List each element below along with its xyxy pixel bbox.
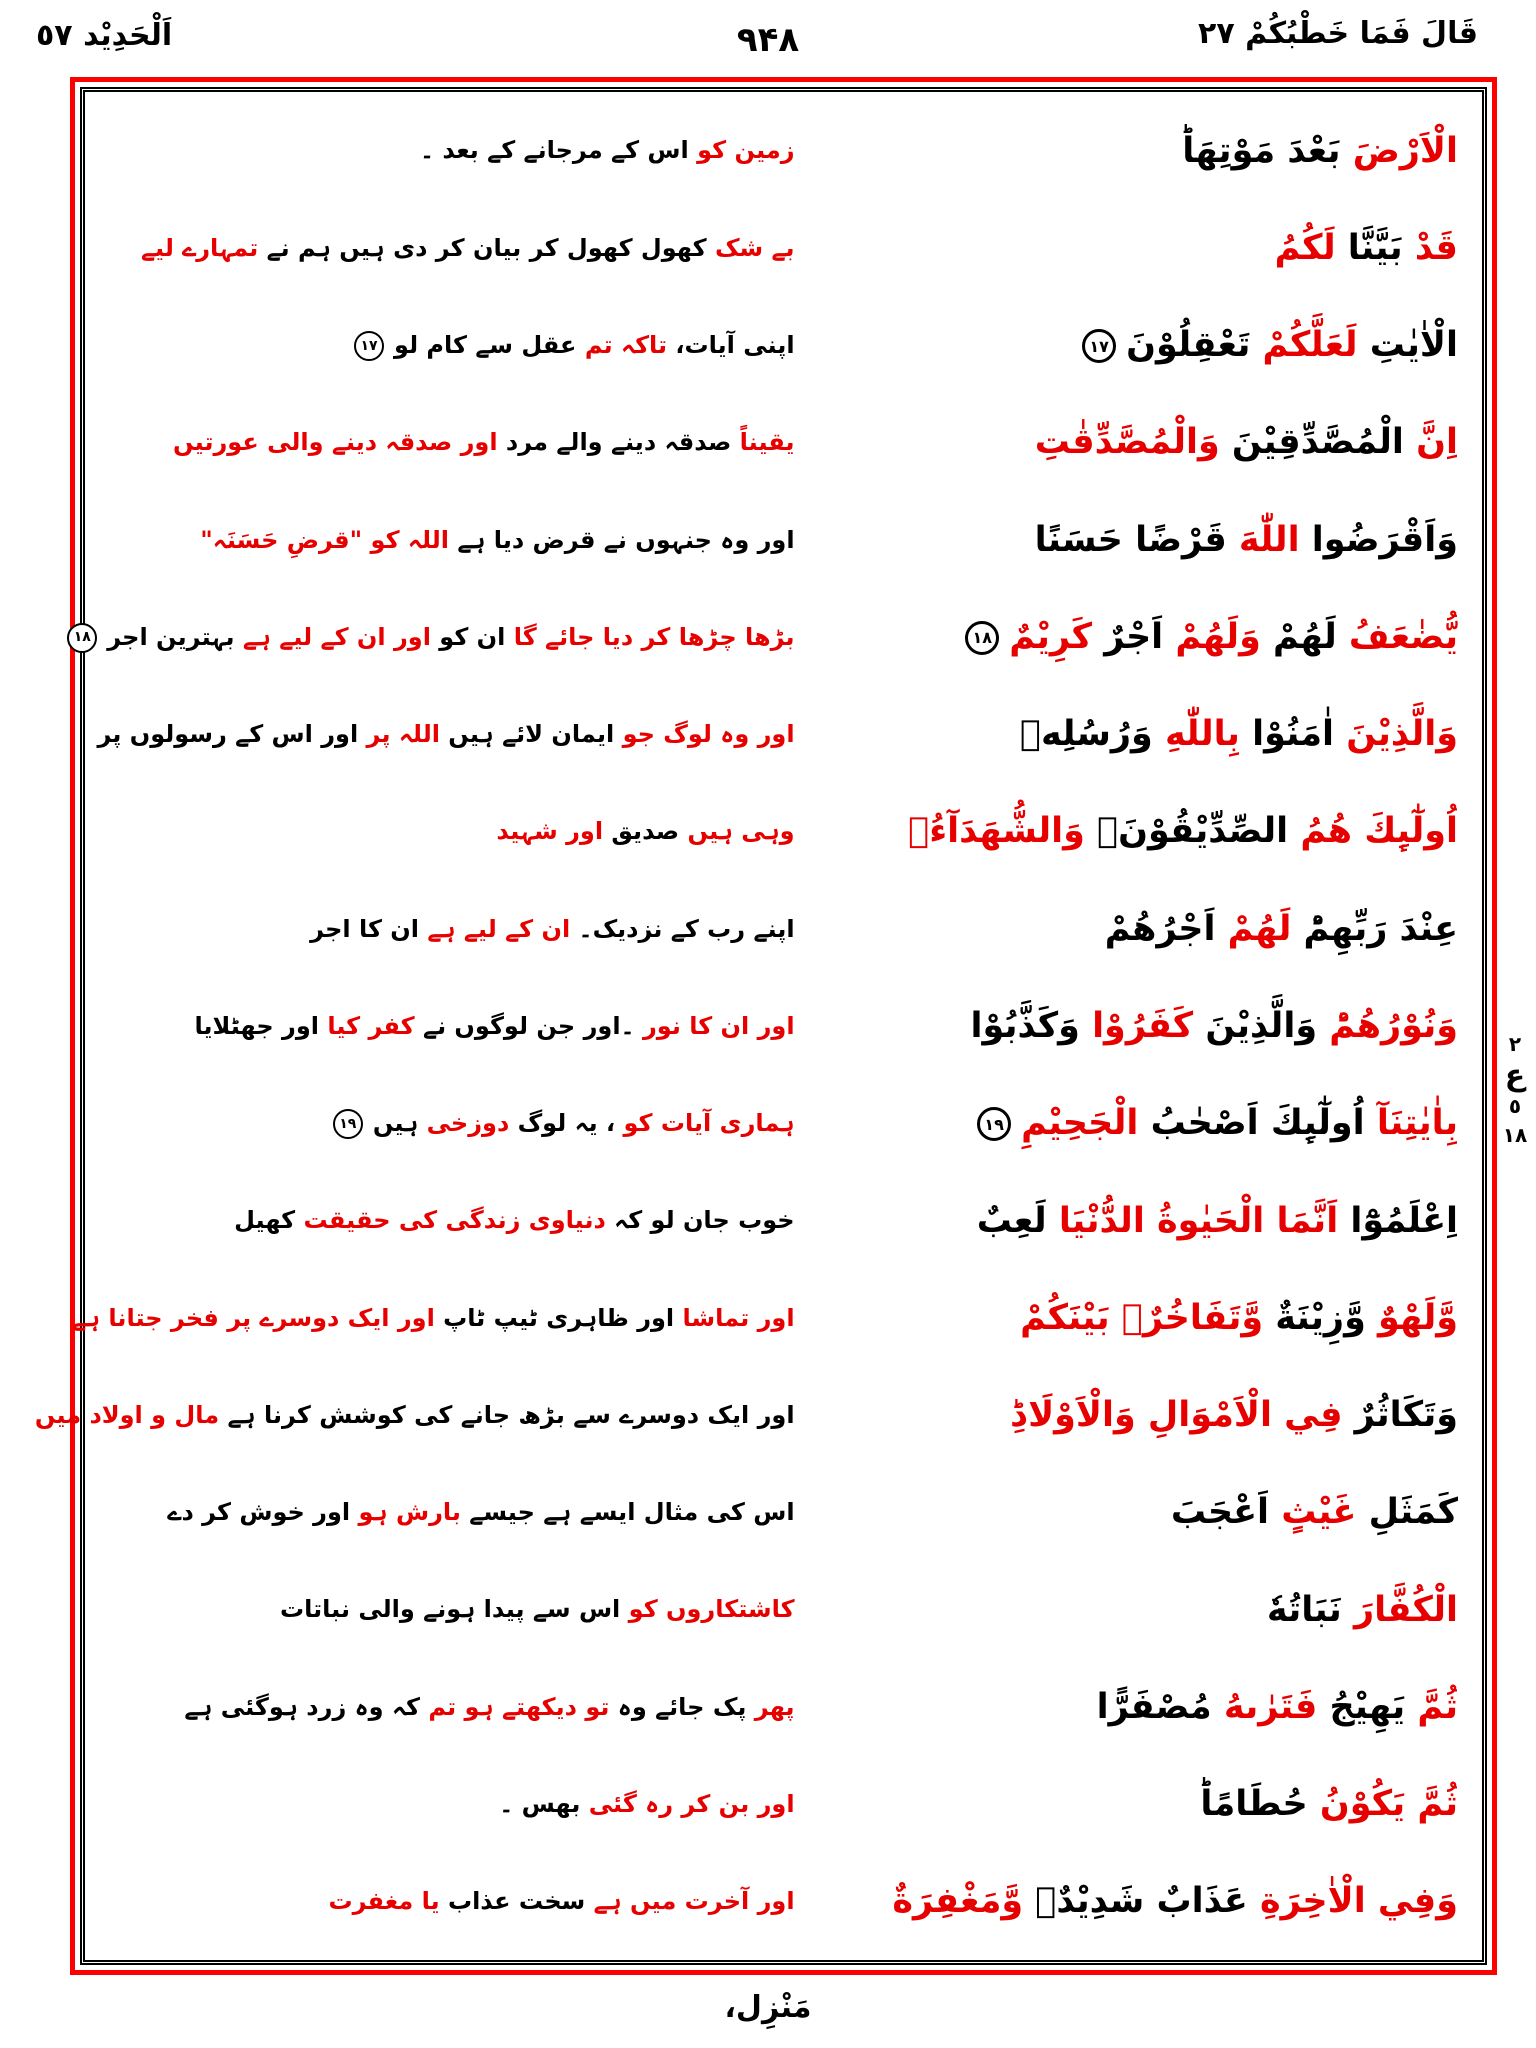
text-segment: ہیں — [372, 1109, 427, 1138]
text-segment: اور وہ لوگ جو — [622, 720, 795, 749]
text-segment: اُولٰٓىِٕكَ هُمُ — [1300, 811, 1458, 852]
verse-row — [99, 102, 1468, 199]
arabic-verse-line — [825, 324, 1468, 366]
text-segment: الْكُفَّارَ — [1354, 1589, 1458, 1630]
text-segment: کھول کھول کر بیان کر دی ہیں ہم نے — [266, 233, 715, 262]
verse-row — [99, 977, 1468, 1074]
text-segment: کہ وہ زرد ہوگئی ہے — [184, 1692, 429, 1721]
text-segment: وَلَهُمْ — [1175, 616, 1274, 657]
text-segment: کفر کیا — [327, 1011, 423, 1040]
text-segment: فَتَرٰىهُ — [1223, 1686, 1330, 1727]
arabic-verse-line — [825, 519, 1468, 561]
text-segment: ایمان لائے ہیں — [448, 720, 623, 749]
verse-row — [99, 1658, 1468, 1755]
text-segment: اور اس کے رسولوں پر — [97, 720, 367, 749]
text-segment: "قرضِ حَسَنَہ" — [200, 525, 371, 554]
text-segment: اور صدقہ دینے والی عورتیں — [173, 428, 506, 457]
ayah-number-badge: ١٨ — [67, 623, 97, 653]
text-segment: وَاَقْرَضُوا — [1311, 519, 1458, 560]
text-segment: اَنَّمَا الْحَيٰوةُ الدُّنْيَا — [1058, 1200, 1351, 1241]
text-segment: يَهِيْجُ — [1329, 1686, 1418, 1727]
text-segment: لَهُمْ — [1273, 616, 1349, 657]
text-segment: اس سے پیدا ہونے والی نباتات — [280, 1595, 629, 1624]
urdu-translation-line — [99, 1107, 825, 1139]
text-segment: ۔اور جن لوگوں نے — [423, 1011, 643, 1040]
urdu-translation-line — [99, 426, 825, 458]
text-segment: زمین کو — [697, 136, 795, 165]
text-segment: اللہ پر — [366, 720, 449, 749]
text-segment: اپنے رب کے نزدیک۔ — [578, 914, 795, 943]
text-segment: اُولٰٓىِٕكَ اَصْحٰبُ — [1150, 1103, 1377, 1144]
urdu-translation-line — [99, 1496, 825, 1528]
text-segment: لَعَلَّكُمْ — [1262, 325, 1370, 366]
verse-row — [99, 1853, 1468, 1950]
arabic-verse-line — [825, 908, 1468, 950]
text-segment: تو دیکھتے ہو تم — [428, 1692, 618, 1721]
arabic-verse-line — [825, 1102, 1468, 1144]
arabic-verse-line — [825, 1783, 1468, 1825]
text-segment: اس کے مرجانے کے بعد ۔ — [419, 136, 698, 165]
text-segment: وہی ہیں — [687, 817, 795, 846]
verse-row — [34, 1366, 1468, 1463]
text-segment: بَعْدَ مَوْتِهَاؕ — [1182, 130, 1353, 171]
text-segment: حُطَامًاؕ — [1200, 1784, 1320, 1825]
text-segment: وَّتَفَاخُرٌۢ بَيْنَكُمْ — [1020, 1297, 1276, 1338]
text-segment: وَّزِيْنَةٌ — [1275, 1297, 1379, 1338]
text-segment: اور خوش کر دے — [167, 1498, 359, 1527]
text-segment: سخت عذاب — [447, 1887, 594, 1916]
text-segment: ان کے لیے ہے — [427, 914, 579, 943]
manzil-catchword: مَنْزِل، — [724, 1990, 812, 2025]
text-segment: لَعِبٌ — [976, 1200, 1059, 1241]
text-segment: الْاٰيٰتِ — [1369, 325, 1458, 366]
text-segment: الْجَحِيْمِ — [1021, 1103, 1151, 1144]
black-border-frame — [34, 87, 1487, 1965]
arabic-verse-line — [825, 130, 1468, 172]
arabic-verse-line — [825, 1880, 1468, 1922]
text-segment: اَعْجَبَ — [1170, 1492, 1282, 1533]
text-segment: وَالْمُصَّدِّقٰتِ — [1034, 422, 1232, 463]
text-segment: يُّضٰعَفُ — [1348, 616, 1458, 657]
urdu-translation-line — [99, 1593, 825, 1625]
verse-row — [99, 199, 1468, 296]
verse-row — [99, 1756, 1468, 1853]
arabic-verse-line — [825, 421, 1468, 463]
urdu-translation-line — [34, 1399, 825, 1431]
arabic-verse-line — [825, 1491, 1468, 1533]
text-segment: دوزخی — [426, 1109, 518, 1138]
text-segment: ان کو — [439, 622, 514, 651]
text-segment: مال و اولاد میں — [34, 1400, 228, 1429]
verse-row — [73, 588, 1468, 685]
text-segment: كَرِيْمٌ — [1009, 616, 1105, 657]
ayah-number-badge: ١٩ — [333, 1109, 363, 1139]
text-segment: اور ان کے لیے ہے — [242, 622, 440, 651]
urdu-translation-line — [99, 913, 825, 945]
text-segment: تَعْقِلُوْنَ — [1126, 325, 1263, 366]
text-segment: فِي الْاَمْوَالِ وَالْاَوْلَادِؕ — [1010, 1395, 1355, 1436]
text-segment: پھر — [754, 1692, 795, 1721]
verse-rows — [34, 102, 1468, 1950]
text-segment: عقل سے کام لو — [394, 330, 585, 359]
ayah-number-badge: ١٧ — [1082, 329, 1116, 363]
arabic-verse-line — [825, 1589, 1468, 1631]
verse-row — [99, 1075, 1468, 1172]
text-segment: اور شہید — [496, 817, 612, 846]
text-segment: وَفِي الْاٰخِرَةِ — [1259, 1881, 1458, 1922]
text-segment: صدقہ دینے والے مرد — [505, 428, 740, 457]
text-segment: تمہارے لیے — [140, 233, 267, 262]
text-segment: اور ظاہری ٹیپ ٹاپ — [443, 1303, 683, 1332]
text-segment: اور آخرت میں ہے — [593, 1887, 795, 1916]
arabic-verse-line — [825, 616, 1468, 658]
text-segment: الْاَرْضَ — [1352, 130, 1458, 171]
verse-row — [99, 880, 1468, 977]
text-segment: بارش ہو — [358, 1498, 470, 1527]
text-segment: كَمَثَلِ — [1368, 1492, 1458, 1533]
verse-row — [99, 1172, 1468, 1269]
text-segment: اور ایک دوسرے پر فخر جتانا ہے — [71, 1303, 444, 1332]
text-segment: الصِّدِّيْقُوْنَۖ — [1097, 811, 1301, 852]
text-segment: وَتَكَاثُرٌ — [1354, 1395, 1458, 1436]
ruku-marker — [1498, 1030, 1532, 1150]
ayah-number-badge: ١٨ — [965, 621, 999, 655]
text-segment: عِنْدَ رَبِّهِمْؕ — [1303, 908, 1458, 949]
text-segment: کاشتکاروں کو — [628, 1595, 795, 1624]
verse-row — [99, 394, 1468, 491]
text-segment: اَجْرٌ — [1104, 616, 1176, 657]
urdu-translation-line — [99, 815, 825, 847]
text-segment: بڑھا چڑھا کر دیا جائے گا — [513, 622, 795, 651]
text-segment: الْمُصَّدِّقِيْنَ — [1231, 422, 1417, 463]
arabic-verse-line — [825, 1394, 1468, 1436]
urdu-translation-line — [73, 621, 825, 653]
ruku-marker-count: ٢ — [1508, 1032, 1522, 1056]
arabic-verse-line — [825, 810, 1468, 852]
ruku-marker-para-count: ٥ — [1508, 1094, 1522, 1118]
text-segment: دنیاوی زندگی کی حقیقت — [303, 1206, 615, 1235]
text-segment: وَالَّذِيْنَ — [1205, 1006, 1330, 1047]
text-segment: وَالَّذِيْنَ — [1346, 714, 1458, 755]
header-surah-name: اَلْحَدِيْد ٥٧ — [36, 18, 173, 53]
text-segment: وَرُسُلِهٖ — [1019, 714, 1165, 755]
text-segment: اور بن کر رہ گئی — [588, 1789, 795, 1818]
urdu-translation-line — [99, 134, 825, 166]
text-segment: بِاٰيٰتِنَآ — [1376, 1103, 1458, 1144]
text-segment: ہماری آیات کو — [623, 1109, 795, 1138]
text-segment: کھیل — [234, 1206, 304, 1235]
text-segment: یقیناً — [739, 428, 795, 457]
header-juz-name: قَالَ فَمَا خَطْبُكُمْ ٢٧ — [1198, 16, 1478, 51]
red-border-frame — [34, 77, 1497, 1975]
urdu-translation-line — [99, 329, 825, 361]
urdu-translation-line — [99, 1885, 825, 1917]
verse-row — [99, 1464, 1468, 1561]
arabic-verse-line — [825, 1686, 1468, 1728]
ayah-number-badge: ١٧ — [354, 331, 384, 361]
text-segment: لَكُمُ — [1274, 227, 1348, 268]
text-segment: ، یہ لوگ — [517, 1109, 624, 1138]
text-segment: مُصْفَرًّا — [1096, 1686, 1224, 1727]
urdu-translation-line — [71, 1302, 825, 1334]
text-segment: ثُمَّ — [1417, 1686, 1458, 1727]
verse-row — [99, 297, 1468, 394]
text-segment: یا مغفرت — [328, 1887, 448, 1916]
verse-row — [99, 1561, 1468, 1658]
arabic-verse-line — [825, 227, 1468, 269]
text-segment: غَيْثٍ — [1281, 1492, 1369, 1533]
verse-row — [99, 686, 1468, 783]
text-segment: اللّٰهَ — [1238, 519, 1312, 560]
urdu-translation-line — [99, 1204, 825, 1236]
text-segment: وَكَذَّبُوْا — [970, 1006, 1093, 1047]
text-segment: اِنَّ — [1416, 422, 1458, 463]
text-segment: بَيَّنَّا — [1347, 227, 1415, 268]
text-segment: وَّمَغْفِرَةٌ — [892, 1881, 1036, 1922]
text-segment: اور ایک دوسرے سے بڑھ جانے کی کوشش کرنا ہے — [227, 1400, 795, 1429]
text-segment: بے شک — [714, 233, 795, 262]
text-segment: وَّلَهْوٌ — [1378, 1297, 1458, 1338]
text-segment: قَدْ — [1414, 227, 1458, 268]
urdu-translation-line — [99, 1788, 825, 1820]
text-segment: كَفَرُوْا — [1092, 1006, 1206, 1047]
text-segment: ان کا اجر — [310, 914, 428, 943]
verse-row — [99, 491, 1468, 588]
ain-icon: ع — [1504, 1058, 1526, 1093]
ayah-number-badge: ١٩ — [977, 1107, 1011, 1141]
text-segment: صدیق — [611, 817, 688, 846]
text-segment: اور ان کا نور — [642, 1011, 795, 1040]
text-segment: لَهُمْ — [1227, 908, 1304, 949]
urdu-translation-line — [99, 1010, 825, 1042]
text-segment: اور جھٹلایا — [194, 1011, 328, 1040]
text-segment: بِاللّٰهِ — [1165, 714, 1253, 755]
text-segment: اپنی آیات، — [675, 330, 795, 359]
header-page-number: ۹۴۸ — [736, 20, 800, 60]
text-segment: عَذَابٌ شَدِيْدٌۙ — [1035, 1881, 1260, 1922]
text-segment: نَبَاتُهٗ — [1266, 1589, 1354, 1630]
arabic-verse-line — [825, 1005, 1468, 1047]
text-segment: بہترین اجر — [107, 622, 243, 651]
text-segment: اور وہ جنہوں نے قرض دیا ہے — [457, 525, 795, 554]
text-segment: وَالشُّهَدَآءُۙ — [908, 811, 1098, 852]
text-segment: قَرْضًا حَسَنًا — [1034, 519, 1239, 560]
urdu-translation-line — [99, 524, 825, 556]
text-segment: اس کی مثال ایسے ہے جیسے — [469, 1498, 795, 1527]
text-segment: اِعْلَمُوْٓا — [1350, 1200, 1458, 1241]
text-segment: ثُمَّ يَكُوْنُ — [1319, 1784, 1458, 1825]
ruku-marker-total: ١٨ — [1502, 1123, 1528, 1147]
text-segment: تاکہ تم — [584, 330, 676, 359]
verse-row — [99, 783, 1468, 880]
urdu-translation-line — [99, 232, 825, 264]
urdu-translation-line — [99, 718, 825, 750]
text-segment: بھس ۔ — [499, 1789, 589, 1818]
text-segment: اَجْرُهُمْ — [1104, 908, 1228, 949]
text-segment: اٰمَنُوْا — [1252, 714, 1347, 755]
urdu-translation-line — [99, 1691, 825, 1723]
text-segment: اور تماشا — [682, 1303, 795, 1332]
text-segment: وَنُوْرُهُمْؕ — [1329, 1006, 1458, 1047]
verse-row — [71, 1269, 1468, 1366]
arabic-verse-line — [825, 713, 1468, 755]
arabic-verse-line — [825, 1200, 1468, 1242]
text-segment: اللہ کو — [370, 525, 458, 554]
text-segment: پک جائے وہ — [617, 1692, 755, 1721]
arabic-verse-line — [825, 1297, 1468, 1339]
text-segment: خوب جان لو کہ — [614, 1206, 795, 1235]
